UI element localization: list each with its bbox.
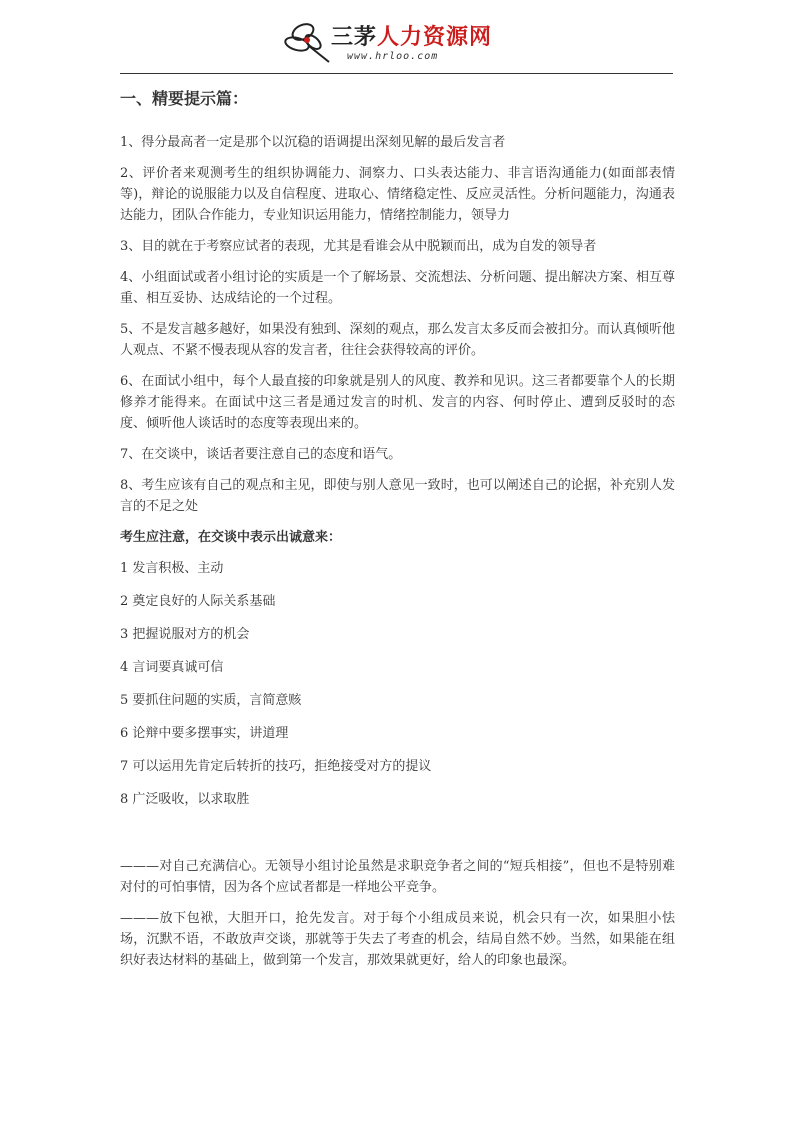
tip-4: 4 言词要真诚可信	[120, 660, 224, 675]
point-1: 1、得分最高者一定是那个以沉稳的语调提出深刻见解的最后发言者	[120, 135, 506, 150]
orchid-icon	[283, 18, 333, 66]
spacer	[120, 822, 675, 856]
tip-5: 5 要抓住问题的实质，言简意赅	[120, 693, 302, 708]
tip-2: 2 奠定良好的人际关系基础	[120, 594, 276, 609]
tip-1: 1 发言积极、主动	[120, 561, 224, 576]
point-4: 4、小组面试或者小组讨论的实质是一个了解场景、交流想法、分析问题、提出解决方案、相互尊重、相互妥协、达成结论的一个过程。	[120, 270, 675, 306]
section-title: 一、精要提示篇：	[120, 89, 249, 108]
tip-8: 8 广泛吸收，以求取胜	[120, 792, 250, 807]
logo-wordmark	[331, 20, 492, 51]
point-3: 3、目的就在于考察应试者的表现，尤其是看谁会从中脱颖而出，成为自发的领导者	[120, 239, 597, 254]
point-8: 8、考生应该有自己的观点和主见，即使与别人意见一致时，也可以阐述自己的论据，补充别人发言的不足之处	[120, 478, 675, 514]
point-5: 5、不是发言越多越好，如果没有独到、深刻的观点，那么发言太多反而会被扣分。而认真倾听他人观点、不紧不慢表现从容的发言者，往往会获得较高的评价。	[120, 322, 675, 358]
logo-url: www.hrloo.com	[347, 51, 439, 62]
logo-text-red: 人力资源网	[377, 25, 493, 50]
header-divider	[120, 73, 673, 74]
notice-heading: 考生应注意，在交谈中表示出诚意来：	[120, 530, 342, 545]
point-7: 7、在交谈中，谈话者要注意自己的态度和语气。	[120, 447, 402, 462]
tip-7: 7 可以运用先肯定后转折的技巧，拒绝接受对方的提议	[120, 759, 432, 774]
point-2: 2、评价者来观测考生的组织协调能力、洞察力、口头表达能力、非言语沟通能力(如面部表情等)，辩论的说服能力以及自信程度、进取心、情绪稳定性、反应灵活性。分析问题能力，沟通表达能力，团队合作能力，专业知识运用能力，情绪控制能力，领导力	[120, 166, 675, 223]
point-6: 6、在面试小组中，每个人最直接的印象就是别人的风度、教养和见识。这三者都要靠个人的长期修养才能得来。在面试中这三者是通过发言的时机、发言的内容、何时停止、遭到反驳时的态度、倾听他人谈话时的态度等表现出来的。	[120, 374, 675, 431]
tip-3: 3 把握说服对方的机会	[120, 627, 250, 642]
tip-6: 6 论辩中要多摆事实，讲道理	[120, 726, 289, 741]
paragraph-confidence: ———对自己充满信心。无领导小组讨论虽然是求职竞争者之间的“短兵相接”，但也不是特别难对付的可怕事情，因为各个应试者都是一样地公平竞争。	[120, 859, 675, 895]
site-logo	[283, 18, 523, 66]
document-body	[120, 86, 675, 981]
paragraph-speak-first: ———放下包袱，大胆开口，抢先发言。对于每个小组成员来说，机会只有一次，如果胆小怯场，沉默不语，不敢放声交谈，那就等于失去了考查的机会，结局自然不妙。当然，如果能在组织好表达材料的基础上，做到第一个发言，那效果就更好，给人的印象也最深。	[120, 911, 675, 968]
logo-text-dark: 三茅	[331, 25, 378, 50]
